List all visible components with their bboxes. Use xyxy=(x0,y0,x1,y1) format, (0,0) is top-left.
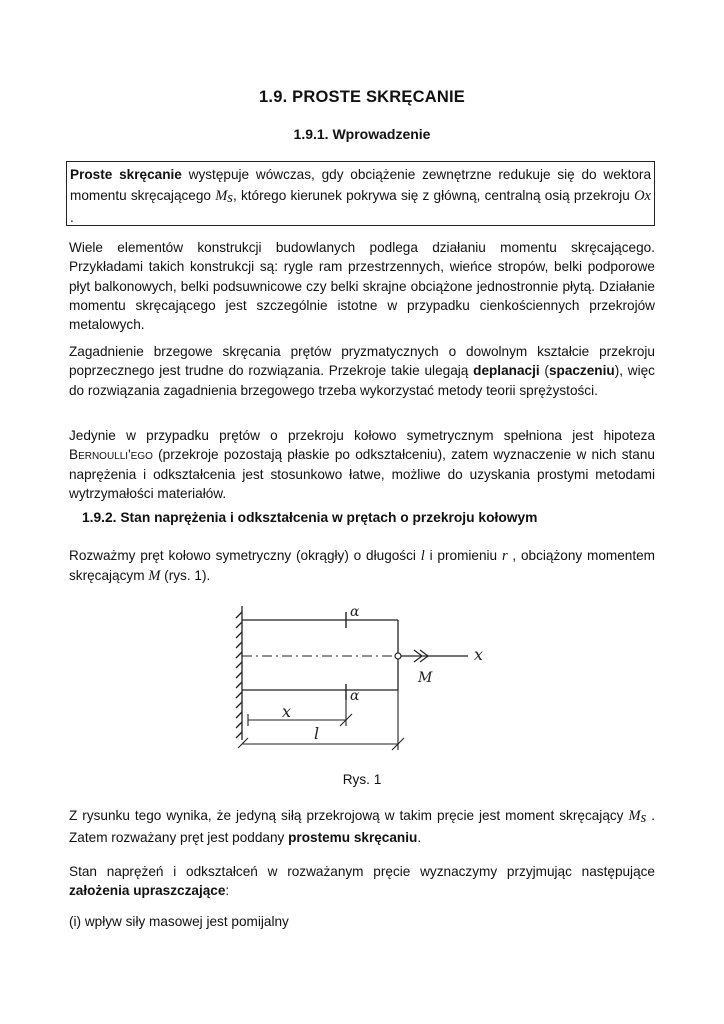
alpha-label-bottom: α xyxy=(350,688,360,704)
paragraph-3 xyxy=(69,426,655,503)
paragraph-2 xyxy=(69,342,655,400)
term-spaczeniu: spaczeniu xyxy=(548,363,615,379)
figure-caption: Rys. 1 xyxy=(342,772,382,787)
section-title: 1.9. PROSTE SKRĘCANIE xyxy=(259,88,465,106)
term-prostemu-skrecaniu: prostemu skręcaniu xyxy=(288,830,418,846)
symbol-Ox: Ox xyxy=(634,187,651,204)
paragraph-6-text-a: Stan naprężeń i odkształceń w rozważanym pręcie wyznaczymy przyjmując następujące xyxy=(69,864,655,879)
symbol-sub-s-2: s xyxy=(640,810,647,826)
x-axis-label: x xyxy=(474,645,484,664)
paragraph-7: (i) wpływ siły masowej jest pomijalny xyxy=(69,914,289,929)
subsection-title-2: 1.9.2. Stan naprężenia i odkształcenia w prętach o przekroju kołowym xyxy=(82,510,538,525)
l-dimension-label: l xyxy=(314,724,320,743)
symbol-M: M xyxy=(215,187,228,204)
paragraph-6 xyxy=(69,862,655,901)
symbol-M-load: M xyxy=(148,568,161,585)
fixed-support xyxy=(236,606,242,740)
paragraph-2-text-b: ( xyxy=(539,363,549,379)
paragraph-5-text-a: Z rysunku tego wynika, że jedyną siłą przekrojową w takim pręcie jest moment skręcający xyxy=(69,808,629,823)
term-zalozenia: założenia upraszczające xyxy=(69,883,226,899)
x-dimension-label: x xyxy=(282,702,292,721)
paragraph-4-text-b: i promieniu xyxy=(424,548,502,563)
paragraph-2-text-c: ), więc do rozwiązania zagadnienia brzegowego trzeba wykorzystać metody teorii sprężystości. xyxy=(69,363,655,398)
symbol-l: l xyxy=(420,548,425,564)
paragraph-3-text-b: (przekroje pozostają płaskie po odkształceniu), zatem wyznaczenie w nich stanu naprężenia i odkształcenia jest stosunkowo łatwe, możliwe do uzyskania prostymi metodami wytrzymałości materiałów. xyxy=(69,447,655,501)
axis-end-point xyxy=(395,653,401,659)
definition-term: Proste skręcanie xyxy=(70,167,182,182)
paragraph-5-text-c: . xyxy=(417,830,422,846)
paragraph-2-text-a: Zagadnienie brzegowe skręcania prętów pryzmatycznych o dowolnym kształcie przekroju poprzecznego jest trudne do rozwiązania. Przekroje takie ulegają xyxy=(69,344,655,379)
paragraph-1: Wiele elementów konstrukcji budowlanych podlega działaniu momentu skręcającego. Przykładami takich konstrukcji są: rygle ram przestrzennych, wieńce stropów, belki podporowe płyt balkonowych, belki podsuwnicowe czy belki skrajne obciążone jednostronnie płytą. Działanie momentu skręcającego jest szczególnie istotne w przypadku cienkościennych przekrojów metalowych. xyxy=(69,240,655,333)
paragraph-4-text-c: , obciążony momentem skręcającym xyxy=(69,548,656,584)
dimension-x xyxy=(248,694,352,726)
subsection-title: 1.9.1. Wprowadzenie xyxy=(293,126,431,142)
paragraph-5 xyxy=(69,806,655,848)
term-deplanacji: deplanacji xyxy=(473,363,540,379)
paragraph-4-text-d: (rys. 1). xyxy=(160,568,211,584)
bar-outline xyxy=(242,620,398,690)
symbol-sub-s: s xyxy=(227,189,233,206)
definition-text-b: , którego kierunek pokrywa się z główną, centralną osią przekroju xyxy=(232,187,635,203)
moment-label: M xyxy=(418,670,433,686)
definition-text-c: . xyxy=(70,210,74,225)
name-bernoulli: Bernoulli'ego xyxy=(69,447,153,463)
paragraph-4 xyxy=(69,546,655,587)
paragraph-5-text-b: . Zatem rozważany pręt jest poddany xyxy=(69,808,655,846)
symbol-r: r xyxy=(501,548,508,564)
definition-text-a: występuje wówczas, gdy obciążenie zewnętrzne redukuje się do wektora momentu skręcającego xyxy=(70,167,651,203)
paragraph-6-text-b: : xyxy=(225,883,230,899)
paragraph-4-text-a: Rozważmy pręt kołowo symetryczny (okrągły) o długości xyxy=(69,548,421,563)
definition-box xyxy=(66,161,655,226)
paragraph-3-text-a: Jedynie w przypadku prętów o przekroju kołowo symetrycznym spełniona jest hipoteza xyxy=(69,428,655,443)
symbol-M-s: M xyxy=(628,808,641,824)
bar-torsion-figure xyxy=(228,598,498,758)
alpha-label-top: α xyxy=(350,604,360,620)
